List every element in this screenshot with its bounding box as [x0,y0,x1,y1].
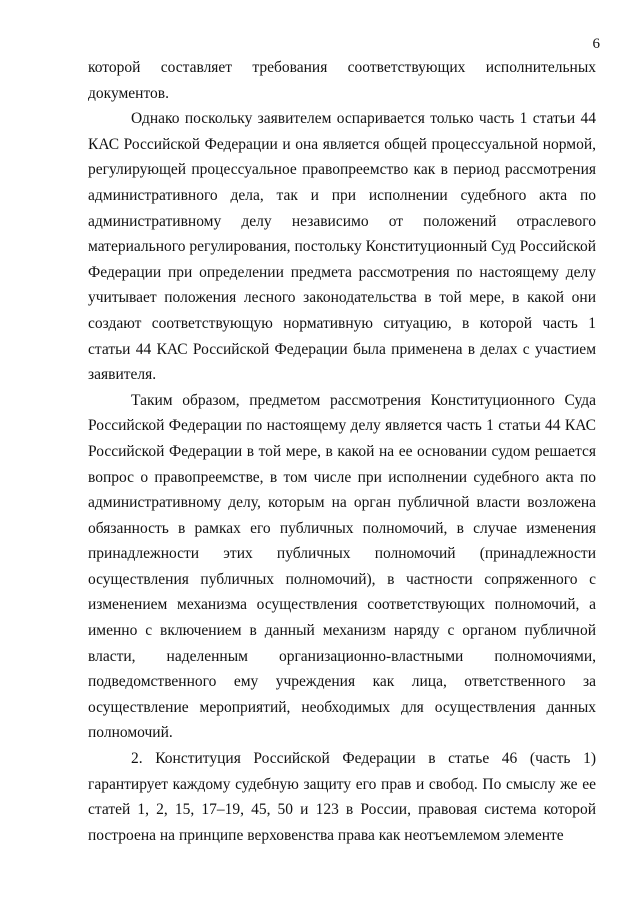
paragraph-continuation: которой составляет требования соответствующих исполнительных документов. [88,59,596,102]
paragraph-applicant-challenge: Однако поскольку заявителем оспаривается только часть 1 статьи 44 КАС Российской Федерации и она является общей процессуальной нормой, регулирующей процессуальное правопреемство как в период рассмотрения административного дела, так и при исполнении судебного акта по административному делу независимо от положений отраслевого материального регулирования, постольку Конституционный Суд Российской Федерации при определении предмета рассмотрения по настоящему делу учитывает положения лесного законодательства в той мере, в какой они создают соответствующую нормативную ситуацию, в которой часть 1 статьи 44 КАС Российской Федерации была применена в делах с участием заявителя. [88,110,596,384]
paragraph-subject-of-review: Таким образом, предметом рассмотрения Конституционного Суда Российской Федерации по настоящему делу является часть 1 статьи 44 КАС Российской Федерации в той мере, в какой на ее основании судом решается вопрос о правопреемстве, в том числе при исполнении судебного акта по административному делу, которым на орган публичной власти возложена обязанность в рамках его публичных полномочий, в случае изменения принадлежности этих публичных полномочий (принадлежности осуществления публичных полномочий), в частности сопряженного с изменением механизма осуществления соответствующих полномочий, а именно с включением в данный механизм наряду с органом публичной власти, наделенным организационно-властными полномочиями, подведомственного ему учреждения как лица, ответственного за осуществление мероприятий, необходимых для осуществления данных полномочий. [88,391,596,742]
paragraph-constitution-article-46: 2. Конституция Российской Федерации в статье 46 (часть 1) гарантирует каждому судебную защиту его прав и свобод. По смыслу же ее статей 1, 2, 15, 17–19, 45, 50 и 123 в России, правовая система которой построена на принципе верховенства права как неотъемлемом элементе [88,750,596,844]
document-body [88,55,596,848]
page-number: 6 [592,36,600,52]
